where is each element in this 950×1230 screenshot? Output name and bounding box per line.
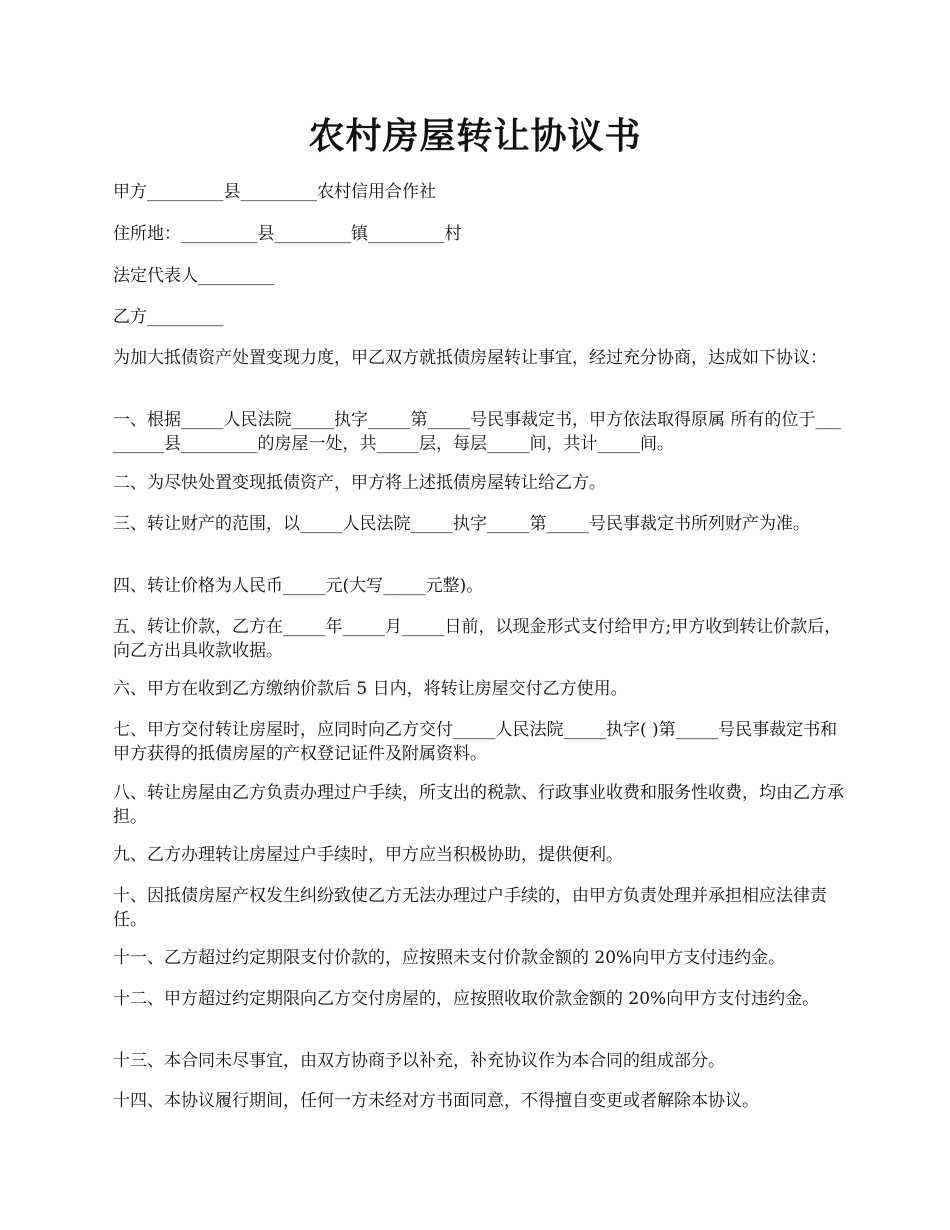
clause-8: 八、转让房屋由乙方负责办理过户手续，所支出的税款、行政事业收费和服务性收费，均由乙方承担。 — [113, 783, 844, 827]
clause-6: 六、甲方在收到乙方缴纳价款后 5 日内，将转让房屋交付乙方使用。 — [113, 679, 628, 699]
clause-14: 十四、本协议履行期间，任何一方未经对方书面同意，不得擅自变更或者解除本协议。 — [113, 1091, 759, 1111]
clause-4: 四、转让价格为人民币_____元(大写_____元整)。 — [113, 576, 484, 596]
document-title: 农村房屋转让协议书 — [308, 115, 642, 157]
clause-9: 九、乙方办理转让房屋过户手续时，甲方应当积极协助，提供便利。 — [113, 845, 623, 865]
clause-2: 二、为尽快处置变现抵债资产，甲方将上述抵债房屋转让给乙方。 — [113, 473, 606, 493]
preamble-paragraph: 为加大抵债资产处置变现力度，甲乙双方就抵债房屋转让事宜，经过充分协商，达成如下协议： — [113, 348, 827, 368]
legal-representative-line: 法定代表人_________ — [113, 266, 275, 286]
clause-3: 三、转让财产的范围，以_____人民法院_____执字_____第_____号民事裁定书所列财产为准。 — [113, 514, 810, 534]
clause-10: 十、因抵债房屋产权发生纠纷致使乙方无法办理过户手续的，由甲方负责处理并承担相应法律责任。 — [113, 886, 827, 930]
clause-13: 十三、本合同未尽事宜，由双方协商予以补充，补充协议作为本合同的组成部分。 — [113, 1051, 725, 1071]
clause-5: 五、转让价款，乙方在_____年_____月_____日前，以现金形式支付给甲方;甲方收到转让价款后，向乙方出具收款收据。 — [113, 617, 842, 661]
party-a-line: 甲方_________县_________农村信用合作社 — [113, 182, 436, 202]
clause-12: 十二、甲方超过约定期限向乙方交付房屋的，应按照收取价款金额的 20%向甲方支付违约金。 — [113, 989, 820, 1009]
clause-7: 七、甲方交付转让房屋时，应同时向乙方交付_____人民法院_____执字( )第_____号民事裁定书和甲方获得的抵债房屋的产权登记证件及附属资料。 — [113, 720, 838, 764]
party-b-line: 乙方_________ — [113, 307, 224, 327]
clause-11: 十一、乙方超过约定期限支付价款的，应按照未支付价款金额的 20%向甲方支付违约金。 — [113, 948, 786, 968]
party-a-address-line: 住所地：_________县_________镇_________村 — [113, 224, 462, 244]
clause-1: 一、根据_____人民法院_____执字_____第_____号民事裁定书，甲方依法取得原属 所有的位于_________县_________的房屋一处，共_____层，每层_____间，共计_____间。 — [113, 410, 841, 454]
